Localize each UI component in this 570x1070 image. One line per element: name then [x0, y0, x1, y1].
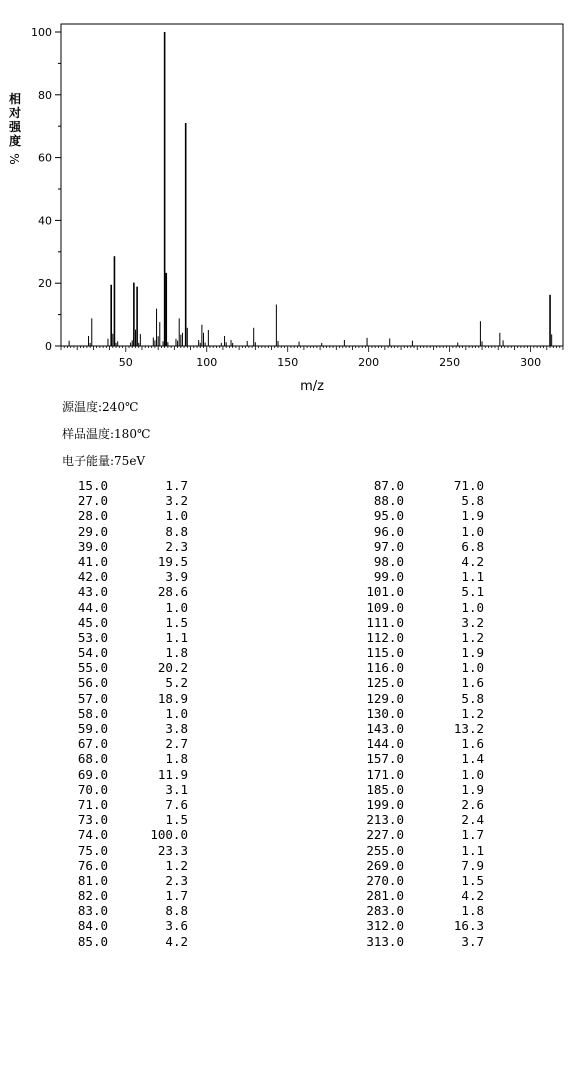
abundance-value: 1.8 — [165, 645, 188, 661]
table-row — [48, 812, 188, 827]
abundance-value: 3.2 — [461, 614, 484, 630]
abundance-value: 3.2 — [165, 493, 188, 509]
sample-temperature — [62, 425, 150, 442]
table-row — [48, 706, 188, 721]
abundance-value: 6.8 — [461, 538, 484, 554]
table-row — [48, 508, 188, 523]
abundance-value: 1.5 — [165, 614, 188, 630]
abundance-value: 1.1 — [165, 629, 188, 645]
mz-value: 69.0 — [77, 766, 108, 782]
table-row — [344, 721, 484, 736]
abundance-value: 5.8 — [461, 690, 484, 706]
table-row — [48, 903, 188, 918]
mz-value: 82.0 — [77, 888, 108, 904]
table-row — [344, 675, 484, 690]
mz-value: 73.0 — [77, 812, 108, 828]
table-row — [48, 660, 188, 675]
mz-value: 99.0 — [373, 569, 404, 585]
y-axis-label-char: 相 — [8, 92, 22, 106]
x-tick-label: 200 — [358, 356, 380, 369]
abundance-value: 1.9 — [461, 508, 484, 524]
abundance-value: 3.9 — [165, 569, 188, 585]
abundance-value: 5.1 — [461, 584, 484, 600]
abundance-value: 2.7 — [165, 736, 188, 752]
table-row — [344, 812, 484, 827]
mz-value: 70.0 — [77, 781, 108, 797]
peak-bars — [69, 32, 552, 346]
mz-value: 44.0 — [77, 599, 108, 615]
table-row — [48, 873, 188, 888]
mz-value: 125.0 — [366, 675, 404, 691]
table-row — [48, 691, 188, 706]
table-row — [48, 858, 188, 873]
table-row — [48, 767, 188, 782]
table-row — [344, 554, 484, 569]
table-row — [344, 660, 484, 675]
y-tick-label: 20 — [38, 277, 52, 291]
table-row — [48, 645, 188, 660]
abundance-value: 1.0 — [165, 705, 188, 721]
mz-value: 57.0 — [77, 690, 108, 706]
table-row — [48, 615, 188, 630]
mz-value: 130.0 — [366, 705, 404, 721]
mz-value: 85.0 — [77, 933, 108, 949]
mz-value: 43.0 — [77, 584, 108, 600]
table-row — [48, 918, 188, 933]
table-row — [344, 478, 484, 493]
mz-value: 313.0 — [366, 933, 404, 949]
mz-value: 144.0 — [366, 736, 404, 752]
x-tick-label: 250 — [439, 356, 461, 369]
abundance-value: 4.2 — [165, 933, 188, 949]
abundance-value: 7.9 — [461, 857, 484, 873]
abundance-value: 1.7 — [165, 478, 188, 493]
mz-value: 97.0 — [373, 538, 404, 554]
table-row — [344, 569, 484, 584]
source-temperature — [62, 398, 138, 415]
mz-value: 28.0 — [77, 508, 108, 524]
x-axis-label: m/z — [300, 379, 324, 394]
mz-value: 98.0 — [373, 553, 404, 569]
table-row — [344, 888, 484, 903]
abundance-value: 1.0 — [165, 599, 188, 615]
mz-value: 185.0 — [366, 781, 404, 797]
abundance-value: 5.2 — [165, 675, 188, 691]
mz-value: 87.0 — [373, 478, 404, 493]
table-row — [344, 691, 484, 706]
mz-value: 213.0 — [366, 812, 404, 828]
table-row — [48, 630, 188, 645]
abundance-value: 1.7 — [461, 827, 484, 843]
plot-frame — [61, 24, 563, 346]
table-row — [344, 493, 484, 508]
table-row — [48, 782, 188, 797]
x-tick-label: 150 — [277, 356, 299, 369]
table-row — [344, 827, 484, 842]
y-tick-label: 0 — [45, 340, 52, 353]
abundance-value: 4.2 — [461, 553, 484, 569]
table-row — [48, 539, 188, 554]
mz-value: 269.0 — [366, 857, 404, 873]
table-row — [48, 721, 188, 736]
abundance-value: 1.9 — [461, 645, 484, 661]
peak-table-left — [48, 478, 188, 949]
abundance-value: 7.6 — [165, 796, 188, 812]
x-tick-label: 50 — [118, 356, 133, 369]
mz-value: 71.0 — [77, 796, 108, 812]
mz-value: 81.0 — [77, 872, 108, 888]
mz-value: 41.0 — [77, 553, 108, 569]
abundance-value: 8.8 — [165, 903, 188, 919]
abundance-value: 1.0 — [461, 766, 484, 782]
mz-value: 29.0 — [77, 523, 108, 539]
mz-value: 45.0 — [77, 614, 108, 630]
abundance-value: 1.6 — [461, 675, 484, 691]
y-tick-label: 40 — [38, 214, 52, 228]
table-row — [344, 706, 484, 721]
abundance-value: 1.1 — [461, 842, 484, 858]
y-axis-label-char: 强 — [8, 120, 22, 134]
mz-value: 116.0 — [366, 660, 404, 676]
abundance-value: 2.6 — [461, 796, 484, 812]
abundance-value: 1.2 — [461, 705, 484, 721]
mz-value: 74.0 — [77, 827, 108, 843]
abundance-value: 1.8 — [461, 903, 484, 919]
mz-value: 56.0 — [77, 675, 108, 691]
mz-value: 68.0 — [77, 751, 108, 767]
table-row — [48, 843, 188, 858]
table-row — [344, 508, 484, 523]
mz-value: 15.0 — [77, 478, 108, 493]
abundance-value: 1.6 — [461, 736, 484, 752]
table-row — [344, 918, 484, 933]
peak-table-right — [344, 478, 484, 949]
abundance-value: 8.8 — [165, 523, 188, 539]
abundance-value: 3.1 — [165, 781, 188, 797]
table-row — [344, 645, 484, 660]
mz-value: 27.0 — [77, 493, 108, 509]
abundance-value: 18.9 — [157, 690, 188, 706]
abundance-value: 2.3 — [165, 538, 188, 554]
mz-value: 101.0 — [366, 584, 404, 600]
mz-value: 53.0 — [77, 629, 108, 645]
mz-value: 59.0 — [77, 721, 108, 736]
y-axis-label-char: 度 — [8, 134, 22, 148]
mz-value: 171.0 — [366, 766, 404, 782]
mz-value: 129.0 — [366, 690, 404, 706]
table-row — [344, 524, 484, 539]
mz-value: 55.0 — [77, 660, 108, 676]
abundance-value: 1.4 — [461, 751, 484, 767]
mz-value: 270.0 — [366, 872, 404, 888]
abundance-value: 3.8 — [165, 721, 188, 736]
mz-value: 88.0 — [373, 493, 404, 509]
abundance-value: 19.5 — [157, 553, 188, 569]
abundance-value: 1.2 — [461, 629, 484, 645]
abundance-value: 1.8 — [165, 751, 188, 767]
abundance-value: 5.8 — [461, 493, 484, 509]
mass-spectrum-chart — [0, 0, 570, 400]
mz-value: 112.0 — [366, 629, 404, 645]
table-row — [48, 524, 188, 539]
table-row — [48, 888, 188, 903]
sample-temperature-value: 180℃ — [114, 427, 151, 441]
abundance-value: 1.5 — [461, 872, 484, 888]
source-temperature-value: 240℃ — [102, 400, 139, 414]
mz-value: 67.0 — [77, 736, 108, 752]
table-row — [48, 827, 188, 842]
mz-value: 157.0 — [366, 751, 404, 767]
abundance-value: 13.2 — [453, 721, 484, 736]
x-axis — [61, 346, 563, 369]
y-axis — [31, 26, 61, 353]
mz-value: 83.0 — [77, 903, 108, 919]
table-row — [344, 782, 484, 797]
y-tick-label: 100 — [31, 26, 52, 39]
table-row — [48, 600, 188, 615]
mz-value: 143.0 — [366, 721, 404, 736]
table-row — [344, 736, 484, 751]
mz-value: 96.0 — [373, 523, 404, 539]
abundance-value: 1.5 — [165, 812, 188, 828]
abundance-value: 1.2 — [165, 857, 188, 873]
abundance-value: 1.0 — [461, 599, 484, 615]
mz-value: 75.0 — [77, 842, 108, 858]
mz-value: 111.0 — [366, 614, 404, 630]
mz-value: 199.0 — [366, 796, 404, 812]
mz-value: 39.0 — [77, 538, 108, 554]
mz-value: 109.0 — [366, 599, 404, 615]
mz-value: 283.0 — [366, 903, 404, 919]
table-row — [344, 615, 484, 630]
table-row — [344, 767, 484, 782]
table-row — [48, 569, 188, 584]
abundance-value: 16.3 — [453, 918, 484, 934]
y-tick-label: 60 — [38, 151, 52, 165]
sample-temperature-label: 样品温度: — [62, 427, 115, 441]
abundance-value: 1.7 — [165, 888, 188, 904]
x-tick-label: 300 — [520, 356, 542, 369]
abundance-value: 2.3 — [165, 872, 188, 888]
table-row — [48, 934, 188, 949]
table-row — [48, 493, 188, 508]
abundance-value: 2.4 — [461, 812, 484, 828]
table-row — [344, 858, 484, 873]
table-row — [344, 600, 484, 615]
abundance-value: 100.0 — [150, 827, 188, 843]
y-axis-label-char: 对 — [8, 106, 22, 120]
table-row — [344, 934, 484, 949]
table-row — [344, 539, 484, 554]
table-row — [48, 797, 188, 812]
table-row — [48, 584, 188, 599]
mz-value: 227.0 — [366, 827, 404, 843]
table-row — [344, 797, 484, 812]
abundance-value: 11.9 — [157, 766, 188, 782]
table-row — [48, 751, 188, 766]
table-row — [48, 554, 188, 569]
mz-value: 42.0 — [77, 569, 108, 585]
table-row — [344, 751, 484, 766]
table-row — [344, 584, 484, 599]
mz-value: 281.0 — [366, 888, 404, 904]
mz-value: 115.0 — [366, 645, 404, 661]
table-row — [344, 843, 484, 858]
mz-value: 312.0 — [366, 918, 404, 934]
table-row — [344, 903, 484, 918]
table-row — [48, 675, 188, 690]
table-row — [344, 630, 484, 645]
mz-value: 54.0 — [77, 645, 108, 661]
abundance-value: 1.9 — [461, 781, 484, 797]
electron-energy — [62, 452, 145, 469]
mz-value: 84.0 — [77, 918, 108, 934]
table-row — [344, 873, 484, 888]
y-axis-label — [7, 91, 22, 165]
table-row — [48, 478, 188, 493]
abundance-value: 3.6 — [165, 918, 188, 934]
abundance-value: 1.1 — [461, 569, 484, 585]
x-tick-label: 100 — [196, 356, 218, 369]
abundance-value: 1.0 — [461, 660, 484, 676]
mz-value: 95.0 — [373, 508, 404, 524]
electron-energy-value: 75eV — [114, 454, 146, 468]
table-row — [48, 736, 188, 751]
mz-value: 76.0 — [77, 857, 108, 873]
abundance-value: 4.2 — [461, 888, 484, 904]
abundance-value: 23.3 — [157, 842, 188, 858]
abundance-value: 71.0 — [453, 478, 484, 493]
mz-value: 255.0 — [366, 842, 404, 858]
abundance-value: 1.0 — [165, 508, 188, 524]
mz-value: 58.0 — [77, 705, 108, 721]
abundance-value: 20.2 — [157, 660, 188, 676]
source-temperature-label: 源温度: — [62, 400, 103, 414]
y-tick-label: 80 — [38, 88, 52, 102]
abundance-value: 3.7 — [461, 933, 484, 949]
y-axis-unit: % — [7, 153, 21, 165]
abundance-value: 28.6 — [157, 584, 188, 600]
abundance-value: 1.0 — [461, 523, 484, 539]
electron-energy-label: 电子能量: — [62, 454, 115, 468]
